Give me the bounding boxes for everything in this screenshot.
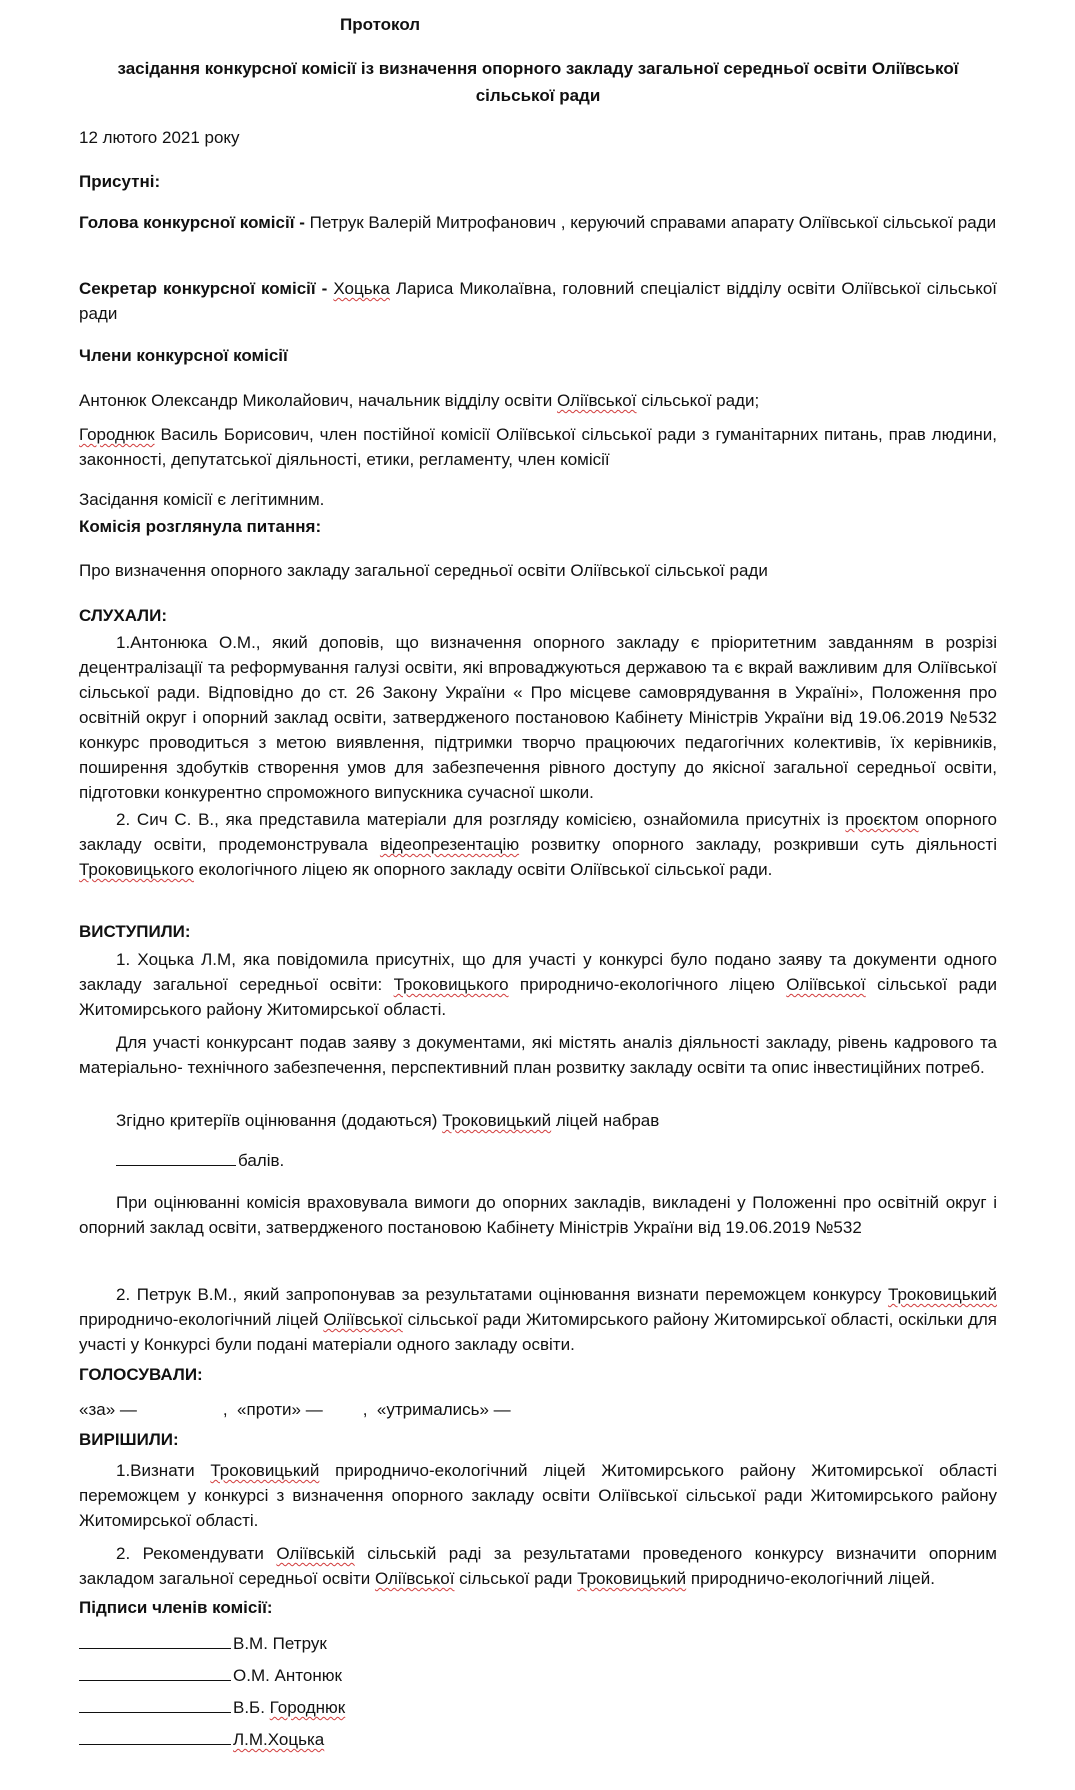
criteria-line: Згідно критеріїв оцінювання (додаються) Троковицький ліцей набрав	[116, 1111, 660, 1130]
vote-against: , «проти» —	[222, 1400, 323, 1419]
considered-heading: Комісія розглянула питання:	[79, 517, 322, 536]
vote-abstained: , «утримались» —	[362, 1400, 511, 1419]
heard-heading: СЛУХАЛИ:	[79, 606, 167, 625]
points-blank	[116, 1149, 236, 1166]
spoke-paragraph-1: 1. Хоцька Л.М, яка повідомила присутніх, що для участі у конкурсі було подано заяву та документи одного закладу загальної середньої освіти: Троковицького природничо-екологічного ліцею Оліївської сільської ради Житомирського району Житомирської області.	[79, 950, 997, 1019]
signature-petruk: В.М. Петрук	[79, 1631, 327, 1656]
decided-heading: ВИРІШИЛИ:	[79, 1430, 179, 1449]
decision-1: 1.Визнати Троковицький природничо-екологічний ліцей Житомирського району Житомирської області переможцем у конкурсі з визначення опорного закладу освіти Оліївської сільської ради Житомирського району Житомирської області.	[79, 1461, 997, 1530]
spoke-paragraph-2: 2. Петрук В.М., який запропонував за результатами оцінювання визнати переможцем конкурсу Троковицький природничо-екологічний ліцей Оліївської сільської ради Житомирського району Житомирської області, оскільки для участі у Конкурсі були подані матеріали одного закладу освіти.	[79, 1285, 998, 1354]
chair-paragraph: Голова конкурсної комісії - Петрук Валерій Митрофанович , керуючий справами апарату Оліївської сільської ради	[79, 213, 997, 232]
points-line: балів.	[116, 1148, 284, 1173]
signature-line	[79, 1728, 231, 1745]
heard-paragraph-2: 2. Сич С. В., яка представила матеріали для розгляду комісією, ознайомила присутніх із проєктом опорного закладу освіти, продемонструвала відеопрезентацію розвитку опорного закладу, розкривши суть діяльності Троковицького екологічного ліцею як опорного закладу освіти Оліївської сільської ради.	[79, 810, 997, 879]
legitimacy-note: Засідання комісії є легітимним.	[79, 490, 325, 509]
spoke-documents-paragraph: Для участі конкурсант подав заяву з документами, які містять аналіз діяльності закладу, рівень кадрового та матеріально- технічного забезпечення, перспективний план розвитку закладу освіти та опис інвестиційних потреб.	[79, 1033, 997, 1077]
members-heading: Члени конкурсної комісії	[79, 346, 288, 365]
spoke-heading: ВИСТУПИЛИ:	[79, 922, 191, 941]
signature-line	[79, 1664, 231, 1681]
secretary-paragraph: Секретар конкурсної комісії - Хоцька Лариса Миколаївна, головний спеціаліст відділу освіти Оліївської сільської ради	[79, 279, 997, 323]
meeting-date: 12 лютого 2021 року	[79, 128, 240, 147]
member-horodniuk: Городнюк Василь Борисович, член постійної комісії Оліївської сільської ради з гуманітарних питань, прав людини, законності, депутатської діяльності, етики, регламенту, член комісії	[79, 425, 997, 469]
agenda-question: Про визначення опорного закладу загальної середньої освіти Оліївської сільської ради	[79, 561, 768, 580]
document-title: Протокол	[340, 15, 421, 34]
signature-antoniuk: О.М. Антонюк	[79, 1663, 342, 1688]
signatures-heading: Підписи членів комісії:	[79, 1598, 273, 1617]
signature-line	[79, 1696, 231, 1713]
present-heading: Присутні:	[79, 172, 161, 191]
heard-paragraph-1: 1.Антонюка О.М., який доповів, що визначення опорного закладу є пріоритетним завданням в розрізі децентралізації та реформування галузі освіти, які впроваджуються державою та є вкрай важливим для Оліївської сільської ради. Відповідно до ст. 26 Закону України « Про місцеве самоврядування в Україні», Положення про освітній округ і опорний заклад освіти, затвердженого постановою Кабінету Міністрів України від 19.06.2019 №532 конкурс проводиться з метою виявлення, підтримки творчо працюючих педагогічних колективів, їх керівників, поширення здобутків створення умов для забезпечення рівного доступу до якісної загальної середньої освіти, підготовки конкурентно спроможного випускника сучасної школи.	[79, 633, 997, 802]
signature-khotska: Л.М.Хоцька	[79, 1727, 324, 1752]
vote-results	[79, 1397, 511, 1422]
vote-for: «за» —	[79, 1400, 137, 1419]
signature-horodniuk: В.Б. Городнюк	[79, 1695, 345, 1720]
document-subtitle: засідання конкурсної комісії із визначення опорного закладу загальної середньої освіти Оліївської сільської ради	[117, 59, 959, 105]
decision-2: 2. Рекомендувати Оліївській сільській раді за результатами проведеного конкурсу визначити опорним закладом загальної середньої освіти Оліївської сільської ради Троковицький природничо-екологічний ліцей.	[79, 1544, 997, 1588]
member-antoniuk: Антонюк Олександр Миколайович, начальник відділу освіти Оліївської сільської ради;	[79, 391, 760, 410]
evaluation-paragraph: При оцінюванні комісія враховувала вимоги до опорних закладів, викладені у Положенні про освітній округ і опорний заклад освіти, затвердженого постановою Кабінету Міністрів України від 19.06.2019 №532	[79, 1193, 997, 1237]
voted-heading: ГОЛОСУВАЛИ:	[79, 1365, 203, 1384]
signature-line	[79, 1632, 231, 1649]
